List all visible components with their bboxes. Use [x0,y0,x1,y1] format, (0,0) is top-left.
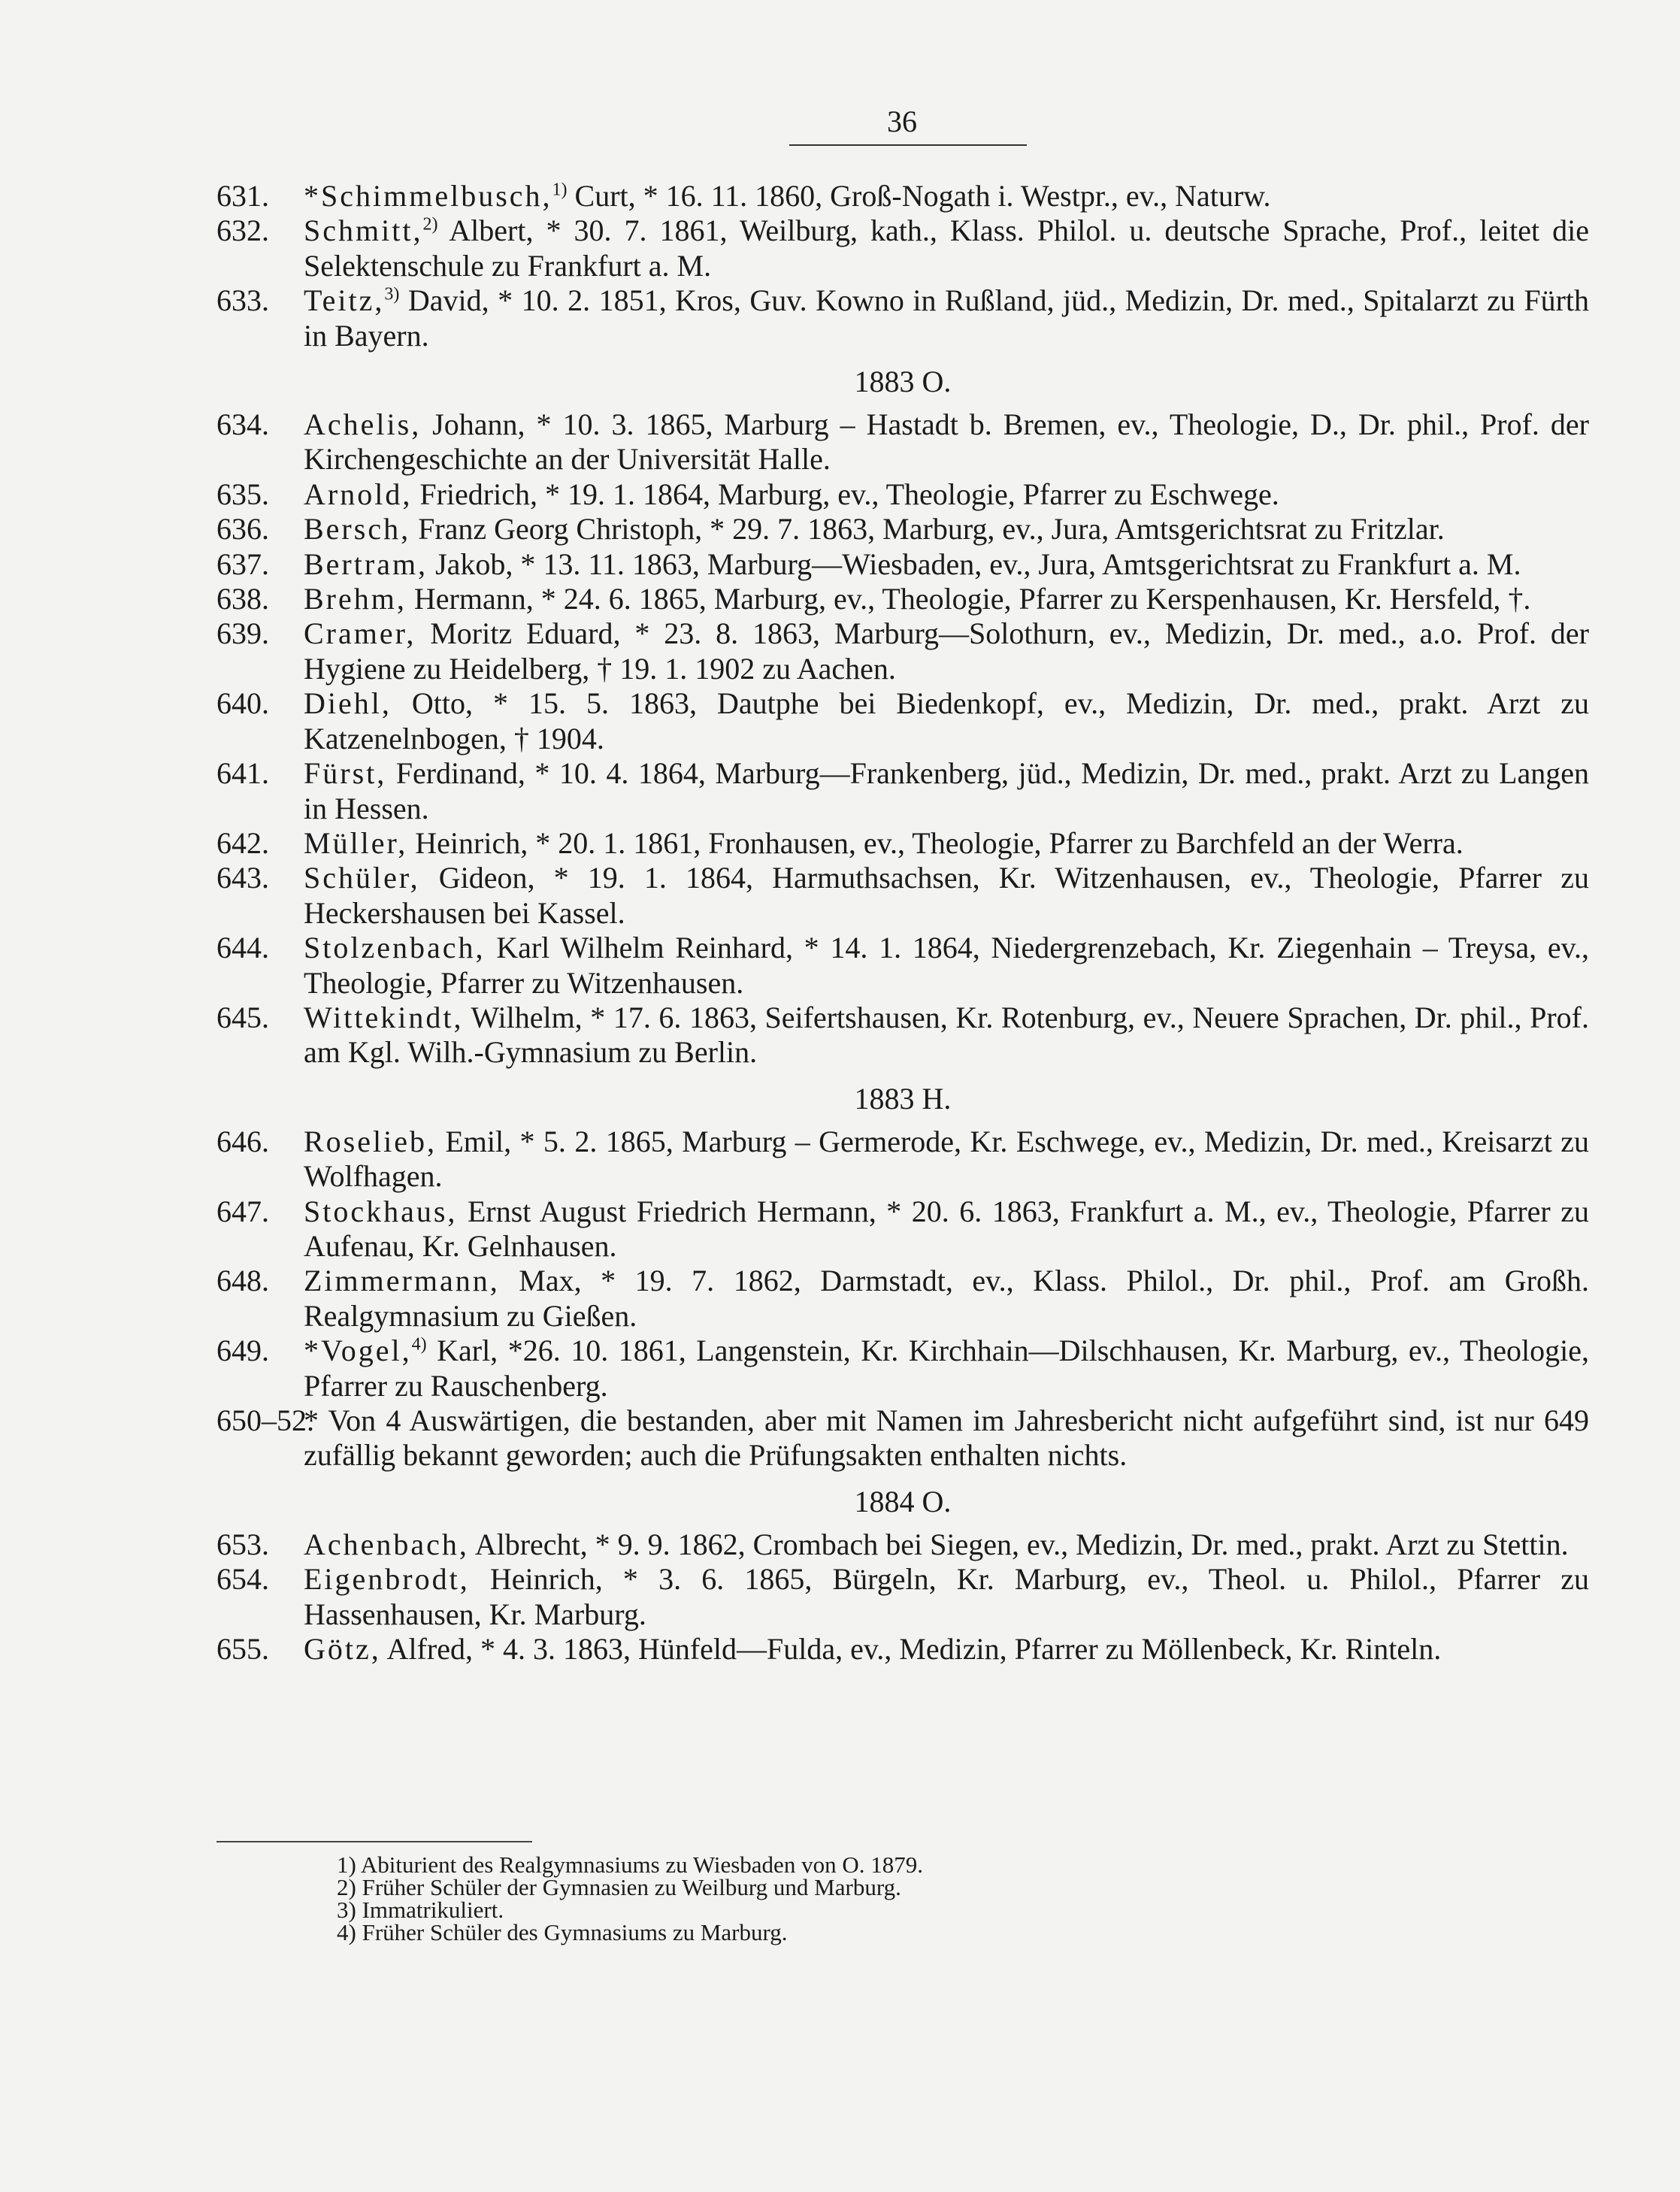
entry-details: Emil, * 5. 2. 1865, Marburg – Germerode, Kr. Eschwege, ev., Medizin, Dr. med., Kreisarzt zu Wolfhagen. [304,1124,1589,1194]
entry-number: 641. [216,756,269,791]
footnote-marker: 1) [552,180,568,200]
entry [216,179,1589,213]
entry-number: 637. [216,546,269,581]
entry-surname: Diehl, [304,686,392,721]
entry-details: Heinrich, * 3. 6. 1865, Bürgeln, Kr. Marburg, ev., Theol. u. Philol., Pfarrer zu Hassenhausen, Kr. Marburg. [304,1562,1589,1631]
entry-number: 645. [216,1000,269,1034]
entry-number: 649. [216,1334,269,1368]
entry-details: Ferdinand, * 10. 4. 1864, Marburg—Frankenberg, jüd., Medizin, Dr. med., prakt. Arzt zu Langen in Hessen. [304,756,1589,825]
entry-details: Ernst August Friedrich Hermann, * 20. 6. 1863, Frankfurt a. M., ev., Theologie, Pfarrer zu Aufenau, Kr. Gelnhausen. [304,1194,1589,1263]
entry [216,1632,1589,1667]
footnote-marker: 4) [411,1334,427,1355]
footnote-marker-number: 4 [411,1334,421,1355]
footnote-marker-number: 3 [384,284,394,304]
entry-number: 653. [216,1527,269,1561]
entry-details: Heinrich, * 20. 1. 1861, Fronhausen, ev., Theologie, Pfarrer zu Barchfeld an der Werra. [407,825,1464,860]
entry-details: Karl, *26. 10. 1861, Langenstein, Kr. Kirchhain—Dilschhausen, Kr. Marburg, ev., Theologie, Pfarrer zu Rauschenberg. [304,1334,1589,1403]
section-heading: 1883 O. [854,365,952,399]
entry-number: 654. [216,1562,269,1597]
entry-details: David, * 10. 2. 1851, Kros, Guv. Kowno in Rußland, jüd., Medizin, Dr. med., Spitalarzt zu Fürth in Bayern. [304,283,1589,353]
entry [216,1562,1589,1632]
footnote: 3) Immatrikuliert. [337,1897,504,1923]
entry-number: 640. [216,686,269,721]
entry-surname: Wittekindt, [304,1000,464,1034]
entry-surname: Stockhaus, [304,1194,458,1228]
footnote-marker-number: 1 [552,180,562,200]
entry [216,1334,1589,1403]
entry-details: Otto, * 15. 5. 1863, Dautphe bei Biedenkopf, ev., Medizin, Dr. med., prakt. Arzt zu Katzenelnbogen, † 1904. [304,686,1589,755]
footnote-marker: 2) [422,215,438,235]
entry-details: * Von 4 Auswärtigen, die bestanden, aber mit Namen im Jahresbericht nicht aufgeführt sind, ist nur 649 zufällig bekannt geworden; auch die Prüfungsakten enthalten nichts. [304,1403,1589,1473]
entry [216,1001,1589,1070]
entry-details: Max, * 19. 7. 1862, Darmstadt, ev., Klass. Philol., Dr. phil., Prof. am Großh. Realgymnasium zu Gießen. [304,1264,1589,1333]
section-heading: 1884 O. [854,1484,952,1518]
entry-surname: Bersch, [304,512,411,546]
entry-surname: Teitz, [304,283,385,318]
entry-surname: Eigenbrodt, [304,1562,470,1597]
entry-details: Friedrich, * 19. 1. 1864, Marburg, ev., Theologie, Pfarrer zu Eschwege. [412,477,1279,511]
entry-surname: Cramer, [304,616,416,651]
header-rule [789,144,1027,146]
entry-details: Jakob, * 13. 11. 1863, Marburg—Wiesbaden, ev., Jura, Amtsgerichtsrat zu Frankfurt a. M. [428,546,1521,581]
entry-details: Albrecht, * 9. 9. 1862, Crombach bei Siegen, ev., Medizin, Dr. med., prakt. Arzt zu Stettin. [468,1527,1569,1561]
entry-details: Hermann, * 24. 6. 1865, Marburg, ev., Theologie, Pfarrer zu Kerspenhausen, Kr. Hersfeld, †. [406,582,1531,616]
entry-surname: Götz, [304,1632,381,1667]
entry-number: 638. [216,582,269,616]
page-number: 36 [887,104,917,138]
entry [216,826,1589,861]
footnote: 1) Abiturient des Realgymnasiums zu Wiesbaden von O. 1879. [337,1851,923,1878]
entry-details: Johann, * 10. 3. 1865, Marburg – Hastadt b. Bremen, ev., Theologie, D., Dr. phil., Prof. der Kirchengeschichte an der Universität Halle. [304,407,1589,477]
entry-details: Albert, * 30. 7. 1861, Weilburg, kath., Klass. Philol. u. deutsche Sprache, Prof., leitet die Selektenschule zu Frankfurt a. M. [304,213,1589,283]
entry-surname: Achenbach, [304,1527,469,1561]
entry [216,1527,1589,1562]
footnote-rule [216,1841,532,1842]
entry-number: 635. [216,477,269,511]
entry [216,1403,1589,1473]
entry [216,547,1589,582]
entry-surname: Müller, [304,825,408,860]
entry-number: 646. [216,1124,269,1158]
entry-details: Moritz Eduard, * 23. 8. 1863, Marburg—Solothurn, ev., Medizin, Dr. med., a.o. Prof. der Hygiene zu Heidelberg, † 19. 1. 1902 zu Aachen. [304,616,1589,686]
entry-surname: Schüler, [304,861,420,895]
entry [216,1125,1589,1194]
entry [216,407,1589,477]
entry-surname: Schmitt, [304,213,423,248]
entry-number: 631. [216,179,269,213]
entry-number: 633. [216,283,269,318]
entry [216,477,1589,512]
entry [216,756,1589,826]
entry-details: Alfred, * 4. 3. 1863, Hünfeld—Fulda, ev., Medizin, Pfarrer zu Möllenbeck, Kr. Rinteln. [380,1632,1442,1667]
entry-number: 634. [216,407,269,442]
entry-surname: Arnold, [304,477,413,511]
entry-number: 643. [216,861,269,895]
entry-number: 647. [216,1194,269,1228]
entry-surname: Zimmermann, [304,1264,500,1298]
entry-surname: Stolzenbach, [304,931,486,965]
footnote-marker-number: 2 [422,215,432,235]
entry-surname: *Vogel, [304,1334,412,1368]
entry-number: 632. [216,213,269,248]
entry-surname: Bertram, [304,546,428,581]
entry [216,1194,1589,1264]
entry-details: Karl Wilhelm Reinhard, * 14. 1. 1864, Niedergrenzebach, Kr. Ziegenhain – Treysa, ev., Theologie, Pfarrer zu Witzenhausen. [304,931,1589,1000]
entry-details: Wilhelm, * 17. 6. 1863, Seifertshausen, Kr. Rotenburg, ev., Neuere Sprachen, Dr. phil., Prof. am Kgl. Wilh.-Gymnasium zu Berlin. [304,1000,1589,1070]
entry-number: 650–52. [216,1403,314,1437]
section-heading: 1883 H. [854,1081,952,1116]
entry [216,582,1589,616]
entry-surname: *Schimmelbusch, [304,179,552,213]
entry-details: Curt, * 16. 11. 1860, Groß-Nogath i. Westpr., ev., Naturw. [567,179,1271,213]
entry-number: 655. [216,1632,269,1667]
footnotes [337,1851,1314,1945]
entry-number: 648. [216,1264,269,1298]
entry [216,213,1589,283]
entry-list [216,179,1589,1667]
entry-surname: Roselieb, [304,1124,437,1158]
footnote-marker: 3) [384,284,400,304]
entry-surname: Fürst, [304,756,387,791]
footnote: 4) Früher Schüler des Gymnasiums zu Marburg. [337,1919,788,1945]
entry [216,512,1589,546]
footnote: 2) Früher Schüler der Gymnasien zu Weilburg und Marburg. [337,1874,901,1900]
entry-number: 636. [216,512,269,546]
entry [216,931,1589,1001]
entry-details: Franz Georg Christoph, * 29. 7. 1863, Marburg, ev., Jura, Amtsgerichtsrat zu Fritzlar. [410,512,1445,546]
entry-number: 644. [216,931,269,965]
entry-details: Gideon, * 19. 1. 1864, Harmuthsachsen, Kr. Witzenhausen, ev., Theologie, Pfarrer zu Heckershausen bei Kassel. [304,861,1589,930]
entry [216,686,1589,756]
entry [216,861,1589,931]
entry-surname: Achelis, [304,407,422,442]
entry [216,616,1589,686]
entry-number: 642. [216,825,269,860]
entry-number: 639. [216,616,269,651]
entry-surname: Brehm, [304,582,407,616]
entry [216,283,1589,353]
entry [216,1264,1589,1334]
